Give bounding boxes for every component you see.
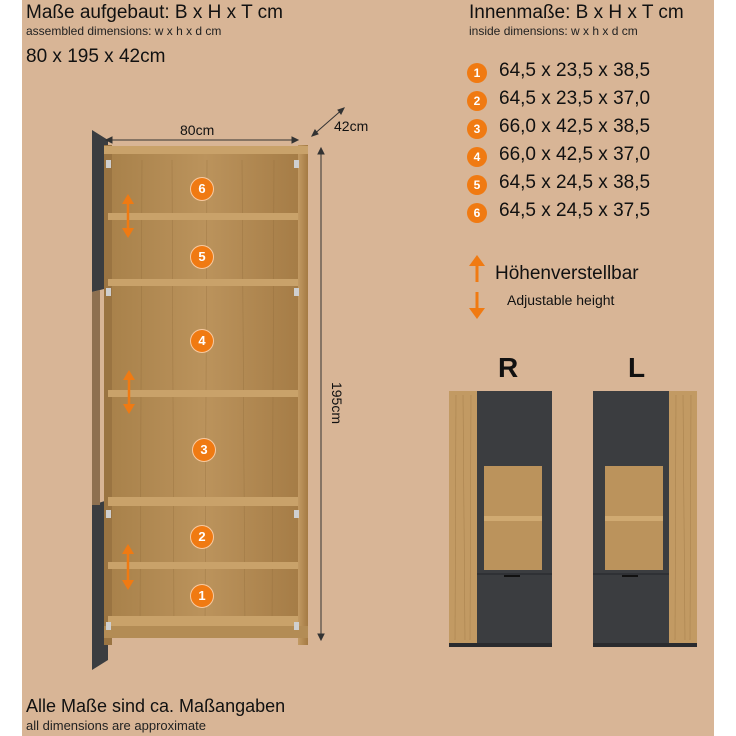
inside-dimension-value: 64,5 x 23,5 x 37,0 [499,88,651,109]
number-badge: 3 [467,119,487,139]
footer-note-en: all dimensions are approximate [26,718,206,733]
width-dimension-label: 80cm [180,122,215,138]
number-badge: 5 [467,175,487,195]
number-badge: 4 [467,147,487,167]
assembled-dimensions-subtitle: assembled dimensions: w x h x d cm [26,24,222,38]
product-info-panel [22,0,714,736]
assembled-dimensions-value: 80 x 195 x 42cm [26,46,166,67]
number-badge: 2 [467,91,487,111]
inside-dimension-value: 66,0 x 42,5 x 37,0 [499,144,651,165]
compartment-badge-6: 6 [190,177,214,201]
depth-dimension-label: 42cm [334,118,369,134]
compartment-badge-3: 3 [192,438,216,462]
inside-dimension-value: 64,5 x 24,5 x 37,5 [499,200,651,221]
inside-dimension-value: 64,5 x 23,5 x 38,5 [499,60,651,81]
inside-dimensions-subtitle: inside dimensions: w x h x d cm [469,24,638,38]
compartment-badge-2: 2 [190,525,214,549]
assembled-dimensions-title: Maße aufgebaut: B x H x T cm [26,2,283,23]
adjustable-height-label-en: Adjustable height [507,292,615,308]
compartment-badge-4: 4 [190,329,214,353]
inside-dimension-value: 64,5 x 24,5 x 38,5 [499,172,651,193]
variant-left-cabinet [593,391,697,647]
number-badge: 6 [467,203,487,223]
compartment-badge-5: 5 [190,245,214,269]
number-badge: 1 [467,63,487,83]
compartment-badge-1: 1 [190,584,214,608]
variant-right-cabinet [449,391,552,647]
variant-left-label: L [628,352,646,383]
height-dimension-label: 195cm [329,381,346,425]
inside-dimension-value: 66,0 x 42,5 x 38,5 [499,116,651,137]
variant-right-label: R [498,352,519,383]
inside-dimensions-title: Innenmaße: B x H x T cm [469,2,684,23]
footer-note-de: Alle Maße sind ca. Maßangaben [26,696,286,716]
adjustable-height-label-de: Höhenverstellbar [495,263,639,284]
variant-cabinets [22,0,714,736]
